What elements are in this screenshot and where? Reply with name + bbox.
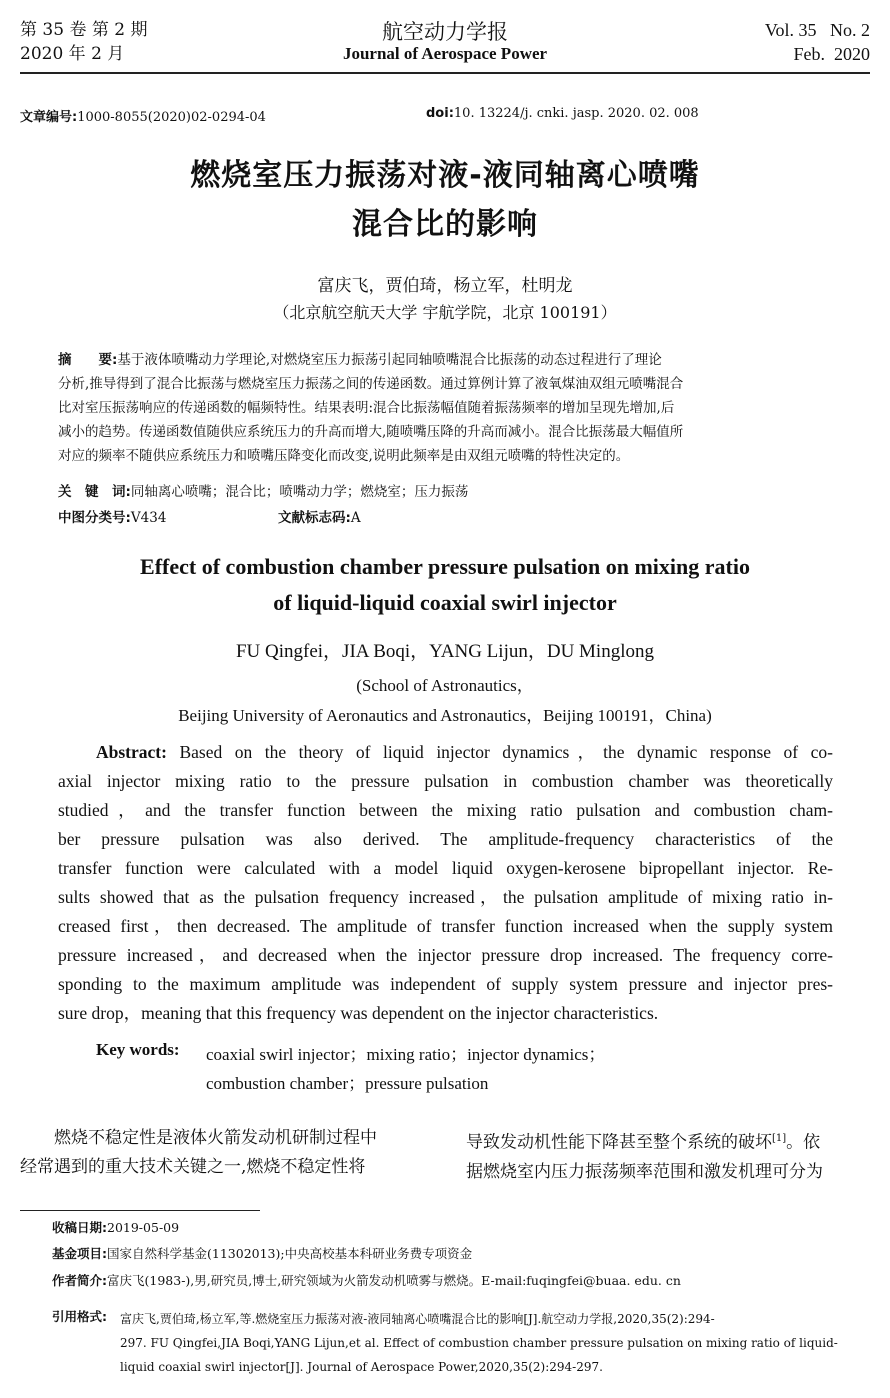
- article-number-label: 文章编号:: [20, 110, 78, 125]
- abstract-zh: [58, 348, 833, 468]
- article-number: [20, 106, 266, 125]
- clc-label: 中图分类号:: [58, 510, 131, 526]
- citation-line: 富庆飞,贾伯琦,杨立军,等.燃烧室压力振荡对液-液同轴离心喷嘴混合比的影响[J].航空动力学报,2020,35(2):294-: [120, 1312, 715, 1326]
- abstract-en-line: transfer function were calculated with a model liquid oxygen-kerosene bipropellant injector. Re-: [58, 858, 833, 878]
- document-code-value: A: [350, 510, 361, 526]
- keywords-en-line1: coaxial swirl injector；mixing ratio；injector dynamics；: [206, 1045, 606, 1064]
- author-bio: [52, 1271, 872, 1291]
- keywords-zh-text: 同轴离心喷嘴；混合比；喷嘴动力学；燃烧室；压力振荡: [130, 484, 469, 500]
- intro-left-column: [20, 1124, 430, 1182]
- volume-issue-zh: 第 35 卷 第 2 期: [20, 20, 148, 40]
- author-bio-value: 富庆飞(1983-),男,研究员,博士,研究领域为火箭发动机喷雾与燃烧。E-mail:fuqingfei@buaa. edu. cn: [107, 1273, 681, 1288]
- keywords-zh: [58, 480, 833, 504]
- citation-label: 引用格式:: [52, 1309, 107, 1324]
- document-code-label: 文献标志码:: [278, 510, 351, 526]
- abstract-en-line: Abstract: Based on the theory of liquid injector dynamics，the dynamic response of co-: [96, 742, 833, 762]
- citation-line: 297. FU Qingfei,JIA Boqi,YANG Lijun,et al. Effect of combustion chamber pressure pulsation on mixing ratio of liquid-: [120, 1336, 838, 1350]
- footnote-rule: [20, 1210, 260, 1211]
- received-value: 2019-05-09: [107, 1220, 180, 1235]
- author-bio-label: 作者简介:: [52, 1273, 107, 1288]
- received-label: 收稿日期:: [52, 1220, 107, 1235]
- title-zh-line1: 燃烧室压力振荡对液-液同轴离心喷嘴: [190, 158, 700, 193]
- doi: [426, 106, 699, 121]
- journal-name-zh: 航空动力学报: [382, 20, 508, 44]
- abstract-en-line: sults showed that as the pulsation frequency increased，the pulsation amplitude of mixing ratio in-: [58, 887, 833, 907]
- clc-number: [58, 506, 166, 530]
- citation-line: liquid coaxial swirl injector[J]. Journal of Aerospace Power,2020,35(2):294-297.: [120, 1360, 603, 1374]
- received-date: [52, 1218, 179, 1238]
- abstract-en-line: studied，and the transfer function between the mixing ratio pulsation and combustion cham-: [58, 800, 833, 820]
- affiliation-en-line2: Beijing University of Aeronautics and Astronautics，Beijing 100191，China): [178, 706, 712, 725]
- affiliation-zh: （北京航空航天大学 宇航学院，北京 100191）: [273, 303, 617, 322]
- abstract-en-line: sure drop，meaning that this frequency was dependent on the injector characteristics.: [58, 1003, 659, 1023]
- title-en-line1: Effect of combustion chamber pressure pulsation on mixing ratio: [140, 554, 750, 579]
- title-en-line2: of liquid-liquid coaxial swirl injector: [273, 590, 617, 615]
- keywords-en-line2: combustion chamber；pressure pulsation: [206, 1074, 489, 1093]
- date-en: Feb. 2020: [793, 44, 870, 64]
- abstract-zh-line: 减小的趋势。传递函数值随供应系统压力的升高而增大,随喷嘴压降的升高而减小。混合比振荡最大幅值所: [58, 424, 684, 440]
- document-code: [278, 506, 361, 530]
- doi-value: 10. 13224/j. cnki. jasp. 2020. 02. 008: [453, 106, 699, 121]
- intro-left-line2: 经常遇到的重大技术关键之一,燃烧不稳定性将: [20, 1157, 366, 1177]
- abstract-en-line: sponding to the maximum amplitude was independent of supply system pressure and injector pres-: [58, 974, 833, 994]
- article-number-value: 1000-8055(2020)02-0294-04: [77, 110, 266, 125]
- intro-right-line2: 据燃烧室内压力振荡频率范围和激发机理可分为: [466, 1161, 823, 1182]
- affiliation-en-line1: (School of Astronautics，: [356, 676, 534, 695]
- authors-en: FU Qingfei，JIA Boqi，YANG Lijun，DU Minglong: [235, 641, 654, 662]
- abstract-zh-label: 摘 要:: [58, 352, 118, 368]
- abstract-en-line: pressure increased，and decreased when the injector pressure drop increased. The frequency corre-: [58, 945, 833, 965]
- keywords-en-label: Key words:: [96, 1040, 180, 1059]
- doi-label: doi:: [426, 106, 454, 121]
- authors-zh: 富庆飞，贾伯琦，杨立军，杜明龙: [317, 276, 573, 296]
- citation: [120, 1307, 875, 1379]
- abstract-en-line: creased first，then decreased. The amplitude of transfer function increased when the supply system: [58, 916, 833, 936]
- intro-left-line1: 燃烧不稳定性是液体火箭发动机研制过程中: [54, 1128, 377, 1148]
- journal-name-en: Journal of Aerospace Power: [342, 44, 548, 63]
- abstract-zh-line: 分析,推导得到了混合比振荡与燃烧室压力振荡之间的传递函数。通过算例计算了液氧煤油双组元喷嘴混合: [58, 376, 684, 392]
- abstract-zh-line: 比对室压振荡响应的传递函数的幅频特性。结果表明:混合比振荡幅值随着振荡频率的增加呈现先增加,后: [58, 400, 675, 416]
- clc-value: V434: [130, 510, 167, 526]
- keywords-zh-label: 关 键 词:: [58, 484, 131, 500]
- intro-right-line1: 导致发动机性能下降甚至整个系统的破坏[1]。依: [466, 1132, 821, 1153]
- reference-1[interactable]: [1]: [772, 1133, 787, 1144]
- date-zh: 2020 年 2 月: [20, 44, 125, 64]
- abstract-en: [58, 738, 833, 1028]
- fund-label: 基金项目:: [52, 1246, 107, 1261]
- fund-project: [52, 1244, 472, 1264]
- header-rule: [20, 72, 870, 74]
- abstract-en-label: Abstract:: [96, 742, 167, 762]
- intro-right-column: [466, 1124, 872, 1187]
- volume-issue-en: Vol. 35 No. 2: [764, 20, 870, 40]
- abstract-en-line: axial injector mixing ratio to the pressure pulsation in combustion chamber was theoretically: [58, 771, 833, 791]
- fund-value: 国家自然科学基金(11302013);中央高校基本科研业务费专项资金: [107, 1246, 473, 1261]
- abstract-zh-line: 摘 要:基于液体喷嘴动力学理论,对燃烧室压力振荡引起同轴喷嘴混合比振荡的动态过程进行了理论: [58, 352, 662, 368]
- title-zh-line2: 混合比的影响: [352, 207, 538, 242]
- abstract-zh-line: 对应的频率不随供应系统压力和喷嘴压降变化而改变,说明此频率是由双组元喷嘴的特性决定的。: [58, 448, 630, 464]
- abstract-en-line: ber pressure pulsation was also derived. The amplitude-frequency characteristics of the: [58, 829, 833, 849]
